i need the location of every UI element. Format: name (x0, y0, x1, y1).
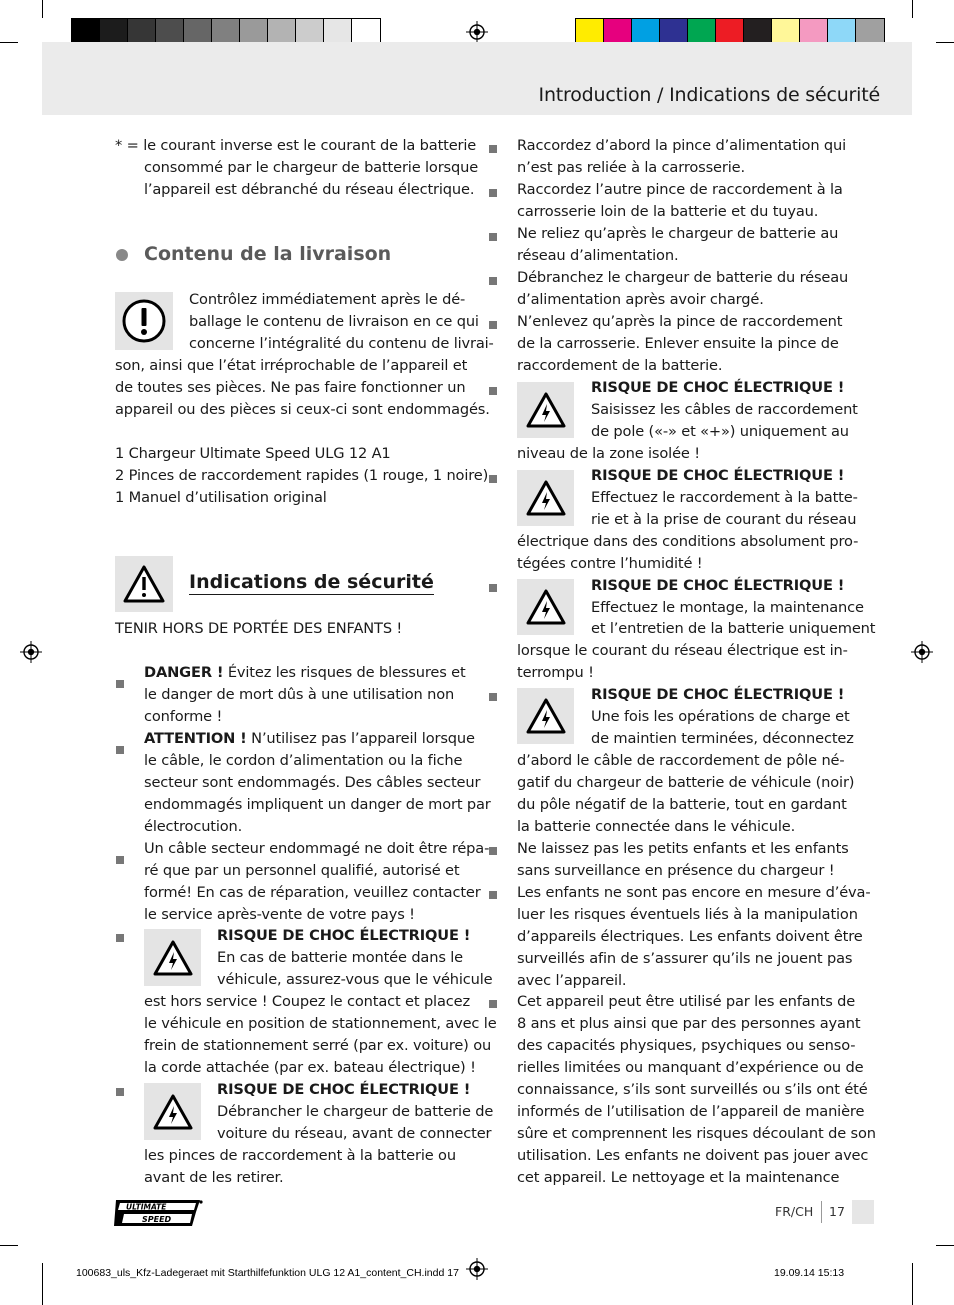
crop-mark (936, 1245, 954, 1246)
bullet-line: de la carrosserie. Enlever ensuite la pince de (517, 335, 839, 352)
shock-line: la corde attachée (par ex. bateau électrique) ! (144, 1059, 476, 1076)
shock-line: tégées contre l’humidité ! (517, 555, 703, 572)
shock-line: niveau de la zone isolée ! (517, 445, 700, 462)
shock-line: En cas de batterie montée dans le (217, 949, 463, 966)
electric-shock-icon (144, 929, 201, 986)
heading-bullet-icon (116, 249, 128, 261)
delivery-item: 2 Pinces de raccordement rapides (1 rouge, 1 noire) (115, 467, 489, 484)
bullet-square-icon (489, 891, 497, 899)
bullet-line: Débranchez le chargeur de batterie du réseau (517, 269, 849, 286)
bullet-square-icon (116, 746, 124, 754)
svg-text:ULTIMATE: ULTIMATE (126, 1202, 167, 1212)
warning-triangle-icon (115, 556, 173, 612)
bullet-square-icon (116, 856, 124, 864)
electric-shock-icon (517, 382, 574, 438)
check-text: ballage le contenu de livraison en ce qui (189, 313, 479, 330)
bullet-line: 8 ans et plus ainsi que par des personnes ayant (517, 1015, 861, 1032)
shock-line: est hors service ! Coupez le contact et placez (144, 993, 470, 1010)
shock-line: Effectuez le raccordement à la batte- (591, 489, 858, 506)
file-slug: 100683_uls_Kfz-Ladegeraet mit Starthilfefunktion ULG 12 A1_content_CH.indd 17 (76, 1267, 459, 1279)
safety-heading: Indications de sécurité (189, 571, 434, 593)
shock-label: RISQUE DE CHOC ÉLECTRIQUE ! (217, 927, 471, 944)
bullet-line: d’alimentation après avoir chargé. (517, 291, 764, 308)
bullet-line: sans surveillance en présence du chargeur ! (517, 862, 835, 879)
bullet-line: carrosserie loin de la batterie et du tuyau. (517, 203, 819, 220)
bullet-square-icon (489, 321, 497, 329)
danger-line: le danger de mort dûs à une utilisation non (144, 686, 455, 703)
bullet-line: Un câble secteur endommagé ne doit être répa- (144, 840, 490, 857)
shock-label: RISQUE DE CHOC ÉLECTRIQUE ! (591, 577, 845, 594)
electric-shock-icon (144, 1083, 201, 1140)
bullet-line: formé! En cas de réparation, veuillez contacter (144, 884, 481, 901)
registration-mark-icon (466, 21, 488, 43)
bullet-line: raccordement de la batterie. (517, 357, 723, 374)
bullet-line: Ne laissez pas les petits enfants et les enfants (517, 840, 849, 857)
attention-line: le câble, le cordon d’alimentation ou la fiche (144, 752, 463, 769)
bullet-line: cet appareil. Le nettoyage et la maintenance (517, 1169, 840, 1186)
footnote-line: consommé par le chargeur de batterie lorsque (144, 159, 479, 176)
bullet-line: Raccordez l’autre pince de raccordement à la (517, 181, 843, 198)
registration-mark-icon (911, 641, 933, 663)
bullet-line: sûre et comprennent les risques découlant de son (517, 1125, 876, 1142)
shock-line: la batterie connectée dans le véhicule. (517, 818, 796, 835)
attention-label: ATTENTION ! (144, 730, 247, 747)
bullet-line: le service après-vente de votre pays ! (144, 906, 415, 923)
bullet-line: Les enfants ne sont pas encore en mesure d’éva- (517, 884, 871, 901)
shock-line: terrompu ! (517, 664, 594, 681)
exclamation-icon (115, 292, 173, 350)
svg-text:SPEED: SPEED (142, 1215, 172, 1224)
shock-label: RISQUE DE CHOC ÉLECTRIQUE ! (217, 1081, 471, 1098)
shock-line: du pôle négatif de la batterie, tout en gardant (517, 796, 847, 813)
shock-line: rie et à la prise de courant du réseau (591, 511, 857, 528)
bullet-line: réseau d’alimentation. (517, 247, 679, 264)
ultimate-speed-logo (112, 1198, 204, 1228)
bullet-line: surveillés afin de s’assurer qu’ils ne jouent pas (517, 950, 853, 967)
crop-mark (42, 1263, 43, 1305)
bullet-line: rielles limitées ou manquant d’expérience ou de (517, 1059, 864, 1076)
shock-line: de pole («-» et «+») uniquement au (591, 423, 849, 440)
page-number: 17 (829, 1204, 845, 1219)
bullet-square-icon (489, 693, 497, 701)
shock-warning-label (591, 465, 844, 487)
bullet-square-icon (489, 387, 497, 395)
footer-divider (821, 1201, 822, 1223)
electric-shock-icon (517, 470, 574, 526)
bullet-square-icon (489, 189, 497, 197)
shock-line: les pinces de raccordement à la batterie ou (144, 1147, 456, 1164)
bullet-line: Ne reliez qu’après le chargeur de batterie au (517, 225, 839, 242)
bullet-line: Cet appareil peut être utilisé par les enfants de (517, 993, 856, 1010)
shock-label: RISQUE DE CHOC ÉLECTRIQUE ! (591, 467, 845, 484)
bullet-line: ré que par un personnel qualifié, autorisé et (144, 862, 460, 879)
shock-line: électrique dans des conditions absolument pro- (517, 533, 859, 550)
footnote-line: l’appareil est débranché du réseau électrique. (144, 181, 475, 198)
shock-warning-label (591, 684, 844, 706)
shock-line: Effectuez le montage, la maintenance (591, 599, 864, 616)
page-title: Introduction / Indications de sécurité (538, 84, 880, 106)
shock-warning-label (217, 925, 470, 947)
bullet-line: utilisation. Les enfants ne doivent pas jouer avec (517, 1147, 869, 1164)
bullet-square-icon (116, 934, 124, 942)
shock-line: Une fois les opérations de charge et (591, 708, 850, 725)
bullet-square-icon (489, 233, 497, 241)
bullet-square-icon (116, 1088, 124, 1096)
crop-mark (912, 0, 913, 18)
bullet-square-icon (489, 277, 497, 285)
shock-line: gatif du chargeur de batterie de véhicule (noir) (517, 774, 855, 791)
crop-mark (912, 1263, 913, 1305)
shock-warning-label (591, 377, 844, 399)
check-text: son, ainsi que l’état irréprochable de l’appareil et (115, 357, 468, 374)
bullet-line: luer les risques éventuels liés à la manipulation (517, 906, 858, 923)
shock-line: d’abord le câble de raccordement de pôle né- (517, 752, 845, 769)
attention-line: électrocution. (144, 818, 243, 835)
bullet-square-icon (116, 680, 124, 688)
bullet-line: connaissance, s’ils sont surveillés ou s’ils ont été (517, 1081, 868, 1098)
attention-line: N’utilisez pas l’appareil lorsque (246, 730, 475, 747)
danger-text (144, 662, 466, 684)
electric-shock-icon (517, 688, 574, 744)
crop-mark (42, 0, 43, 18)
bullet-line: avec l’appareil. (517, 972, 627, 989)
shock-label: RISQUE DE CHOC ÉLECTRIQUE ! (591, 686, 845, 703)
check-text: Contrôlez immédiatement après le dé- (189, 291, 466, 308)
attention-text (144, 728, 475, 750)
timestamp: 19.09.14 15:13 (774, 1267, 845, 1279)
electric-shock-icon (517, 579, 574, 635)
crop-mark (936, 42, 954, 43)
footnote-line: * = le courant inverse est le courant de la batterie (115, 137, 477, 154)
bullet-square-icon (489, 145, 497, 153)
bullet-line: N’enlevez qu’après la pince de raccordement (517, 313, 843, 330)
shock-line: avant de les retirer. (144, 1169, 284, 1186)
shock-line: voiture du réseau, avant de connecter (217, 1125, 492, 1142)
language-code: FR/CH (775, 1204, 814, 1219)
bullet-line: des capacités physiques, psychiques ou senso- (517, 1037, 856, 1054)
shock-line: frein de stationnement serré (par ex. voiture) ou (144, 1037, 492, 1054)
delivery-item: 1 Manuel d’utilisation original (115, 489, 327, 506)
shock-line: de maintien terminées, déconnectez (591, 730, 854, 747)
bullet-line: informés de l’utilisation de l’appareil de manière (517, 1103, 865, 1120)
crop-mark (0, 1245, 18, 1246)
shock-line: véhicule, assurez-vous que le véhicule (217, 971, 493, 988)
shock-line: Débrancher le chargeur de batterie de (217, 1103, 494, 1120)
bullet-square-icon (489, 584, 497, 592)
delivery-item: 1 Chargeur Ultimate Speed ULG 12 A1 (115, 445, 391, 462)
bullet-line: Raccordez d’abord la pince d’alimentation qui (517, 137, 847, 154)
shock-warning-label (591, 575, 844, 597)
shock-line: lorsque le courant du réseau électrique est in- (517, 642, 848, 659)
bullet-square-icon (489, 847, 497, 855)
bullet-square-icon (489, 475, 497, 483)
check-text: de toutes ses pièces. Ne pas faire fonctionner un (115, 379, 466, 396)
shock-line: et l’entretien de la batterie uniquement (591, 620, 876, 637)
danger-line: conforme ! (144, 708, 223, 725)
shock-line: le véhicule en position de stationnement, avec le (144, 1015, 497, 1032)
registration-mark-icon (20, 641, 42, 663)
bullet-square-icon (489, 1000, 497, 1008)
shock-label: RISQUE DE CHOC ÉLECTRIQUE ! (591, 379, 845, 396)
danger-line: Évitez les risques de blessures et (223, 664, 466, 681)
registration-mark-icon (466, 1258, 488, 1280)
check-text: appareil ou des pièces si ceux-ci sont endommagés. (115, 401, 490, 418)
keep-away-notice: TENIR HORS DE PORTÉE DES ENFANTS ! (115, 620, 403, 637)
check-text: concerne l’intégralité du contenu de livrai- (189, 335, 494, 352)
bullet-line: d’appareils électriques. Les enfants doivent être (517, 928, 863, 945)
contents-heading: Contenu de la livraison (144, 243, 392, 265)
shock-warning-label (217, 1079, 470, 1101)
page-tab (852, 1200, 874, 1224)
danger-label: DANGER ! (144, 664, 224, 681)
crop-mark (0, 42, 18, 43)
shock-line: Saisissez les câbles de raccordement (591, 401, 858, 418)
attention-line: endommagés impliquent un danger de mort par (144, 796, 491, 813)
bullet-line: n’est pas reliée à la carrosserie. (517, 159, 745, 176)
attention-line: secteur sont endommagés. Des câbles secteur (144, 774, 481, 791)
